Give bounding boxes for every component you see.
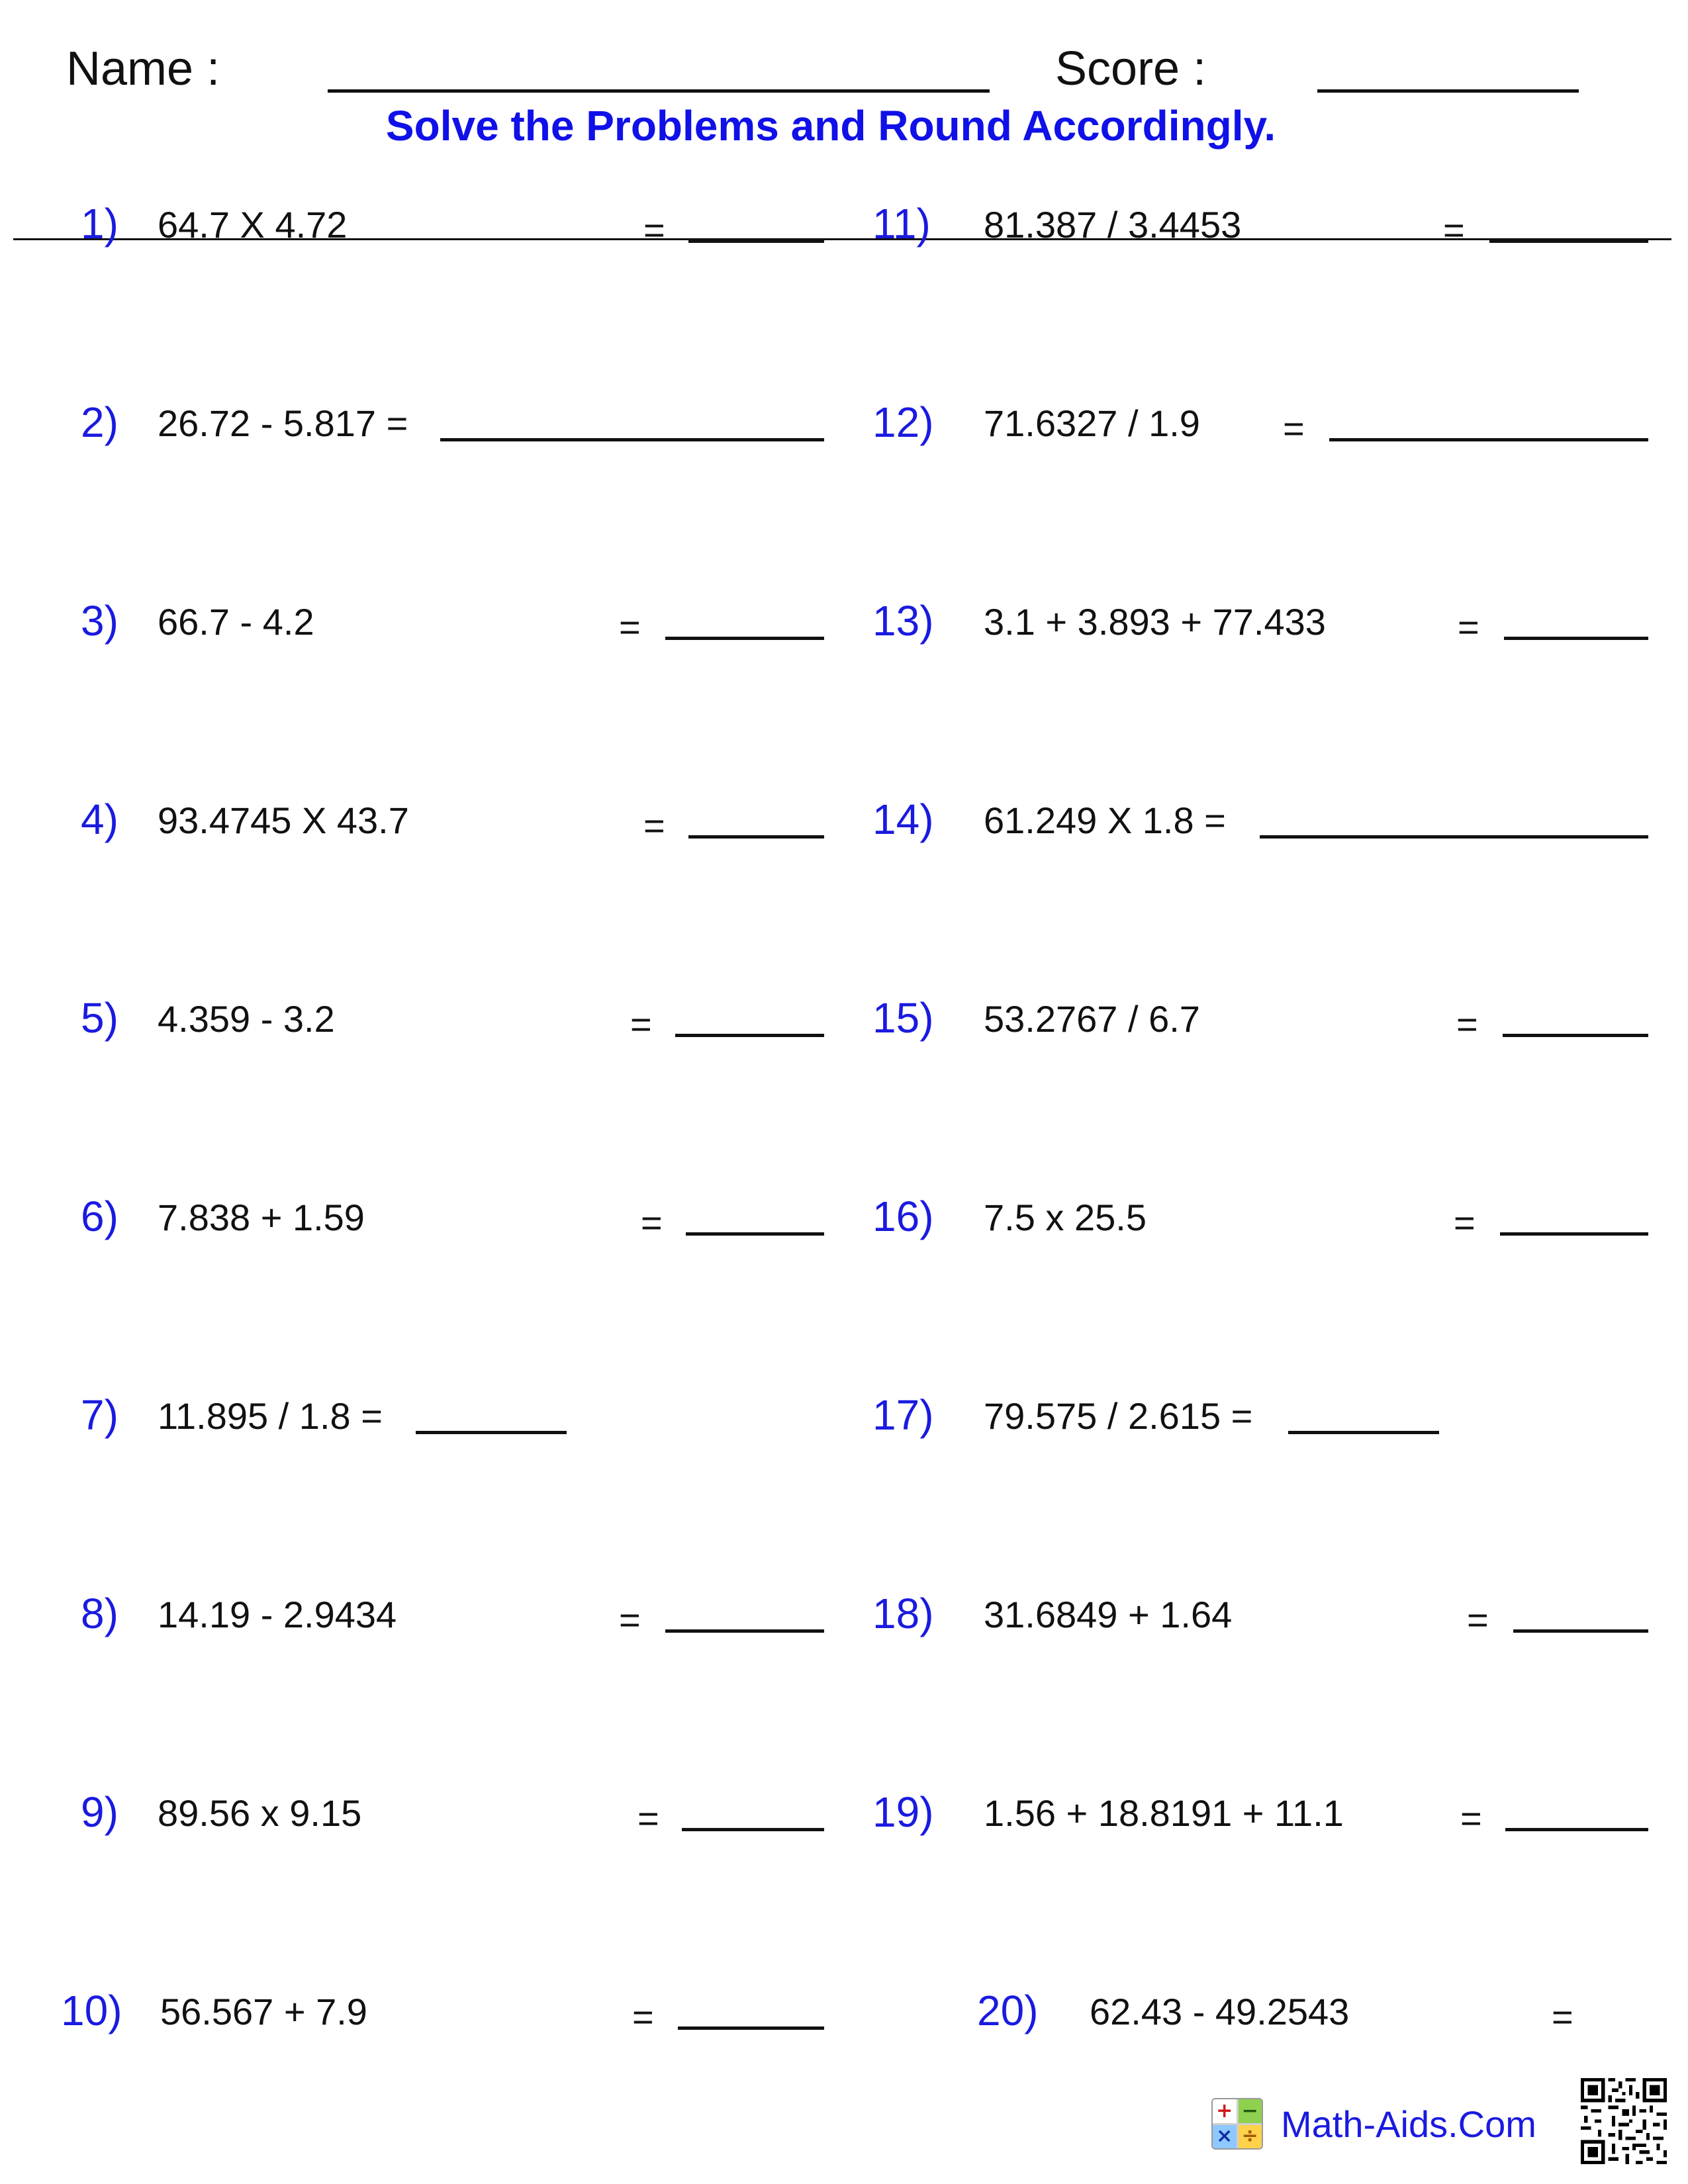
answer-blank[interactable] [675, 1034, 824, 1037]
problem-number: 4) [81, 796, 118, 843]
answer-blank[interactable] [678, 2026, 824, 2030]
equals-sign: = [1552, 1996, 1573, 2038]
problem-number: 16) [872, 1193, 934, 1240]
qr-code-icon [1581, 2078, 1667, 2164]
problem-expression: 26.72 - 5.817 = [158, 402, 408, 444]
score-field[interactable] [1317, 89, 1579, 93]
answer-blank[interactable] [1489, 240, 1648, 243]
instructions-heading: Solve the Problems and Round Accordingly. [385, 102, 1276, 150]
problem-expression: 11.895 / 1.8 = [158, 1395, 383, 1437]
answer-blank[interactable] [682, 1828, 824, 1831]
problem-expression: 31.6849 + 1.64 [984, 1594, 1233, 1635]
answer-blank[interactable] [1505, 1828, 1648, 1831]
problem-number: 11) [872, 200, 931, 248]
problem-number: 18) [872, 1590, 934, 1637]
equals-sign: = [1443, 209, 1465, 251]
problem-expression: 66.7 - 4.2 [158, 601, 314, 643]
problem-number: 19) [872, 1788, 934, 1836]
multiply-icon: × [1213, 2125, 1237, 2149]
answer-blank[interactable] [1500, 1232, 1648, 1236]
equals-sign: = [1283, 408, 1305, 449]
problem-number: 7) [81, 1391, 118, 1439]
problem-number: 8) [81, 1590, 118, 1637]
equals-sign: = [643, 209, 665, 251]
problem-number: 3) [81, 597, 118, 645]
equals-sign: = [643, 805, 665, 846]
plus-icon: + [1213, 2099, 1237, 2123]
problem-expression: 7.5 x 25.5 [984, 1197, 1147, 1238]
answer-blank[interactable] [688, 240, 824, 243]
answer-blank[interactable] [1329, 438, 1648, 441]
equals-sign: = [630, 1003, 652, 1045]
math-aids-logo-icon [1211, 2098, 1263, 2150]
problem-number: 5) [81, 994, 118, 1042]
answer-blank[interactable] [1503, 1034, 1648, 1037]
answer-blank[interactable] [688, 835, 824, 839]
answer-blank[interactable] [665, 1629, 824, 1633]
problem-expression: 56.567 + 7.9 [160, 1991, 367, 2032]
equals-sign: = [637, 1797, 659, 1839]
name-label: Name : [66, 42, 220, 95]
answer-blank[interactable] [1504, 637, 1648, 640]
problem-expression: 89.56 x 9.15 [158, 1792, 362, 1834]
problem-expression: 64.7 X 4.72 [158, 204, 348, 246]
problem-expression: 93.4745 X 43.7 [158, 799, 409, 841]
score-label: Score : [1055, 42, 1207, 95]
problem-expression: 4.359 - 3.2 [158, 998, 335, 1040]
divide-icon: ÷ [1239, 2125, 1262, 2149]
answer-blank[interactable] [416, 1431, 567, 1434]
equals-sign: = [632, 1996, 654, 2038]
equals-sign: = [1456, 1003, 1478, 1045]
equals-sign: = [1458, 606, 1479, 648]
problem-expression: 61.249 X 1.8 = [984, 799, 1226, 841]
answer-blank[interactable] [686, 1232, 824, 1236]
problem-number: 15) [872, 994, 934, 1042]
problem-expression: 1.56 + 18.8191 + 11.1 [984, 1792, 1344, 1834]
problem-expression: 81.387 / 3.4453 [984, 204, 1242, 246]
problem-number: 9) [81, 1788, 118, 1836]
answer-blank[interactable] [1513, 1629, 1648, 1633]
problem-expression: 71.6327 / 1.9 [984, 402, 1200, 444]
equals-sign: = [1460, 1797, 1482, 1839]
problem-number: 13) [872, 597, 934, 645]
problem-number: 1) [81, 200, 118, 248]
site-name-link[interactable]: Math-Aids.Com [1281, 2103, 1536, 2145]
problem-number: 6) [81, 1193, 118, 1240]
problem-expression: 79.575 / 2.615 = [984, 1395, 1253, 1437]
problem-number: 17) [872, 1391, 934, 1439]
problem-number: 14) [872, 796, 934, 843]
equals-sign: = [641, 1202, 663, 1244]
answer-blank[interactable] [1260, 835, 1648, 839]
problem-number: 2) [81, 398, 118, 446]
answer-blank[interactable] [665, 637, 824, 640]
name-field[interactable] [328, 89, 990, 93]
minus-icon: − [1239, 2099, 1262, 2123]
problem-number: 12) [872, 398, 934, 446]
problem-expression: 7.838 + 1.59 [158, 1197, 365, 1238]
problem-number: 20) [977, 1987, 1039, 2034]
problem-expression: 14.19 - 2.9434 [158, 1594, 397, 1635]
equals-sign: = [619, 1599, 641, 1641]
problem-expression: 62.43 - 49.2543 [1090, 1991, 1350, 2032]
equals-sign: = [1454, 1202, 1476, 1244]
problem-number: 10) [61, 1987, 122, 2034]
problem-expression: 3.1 + 3.893 + 77.433 [984, 601, 1326, 643]
answer-blank[interactable] [1288, 1431, 1439, 1434]
problem-expression: 53.2767 / 6.7 [984, 998, 1200, 1040]
equals-sign: = [619, 606, 641, 648]
answer-blank[interactable] [440, 438, 824, 441]
equals-sign: = [1467, 1599, 1489, 1641]
